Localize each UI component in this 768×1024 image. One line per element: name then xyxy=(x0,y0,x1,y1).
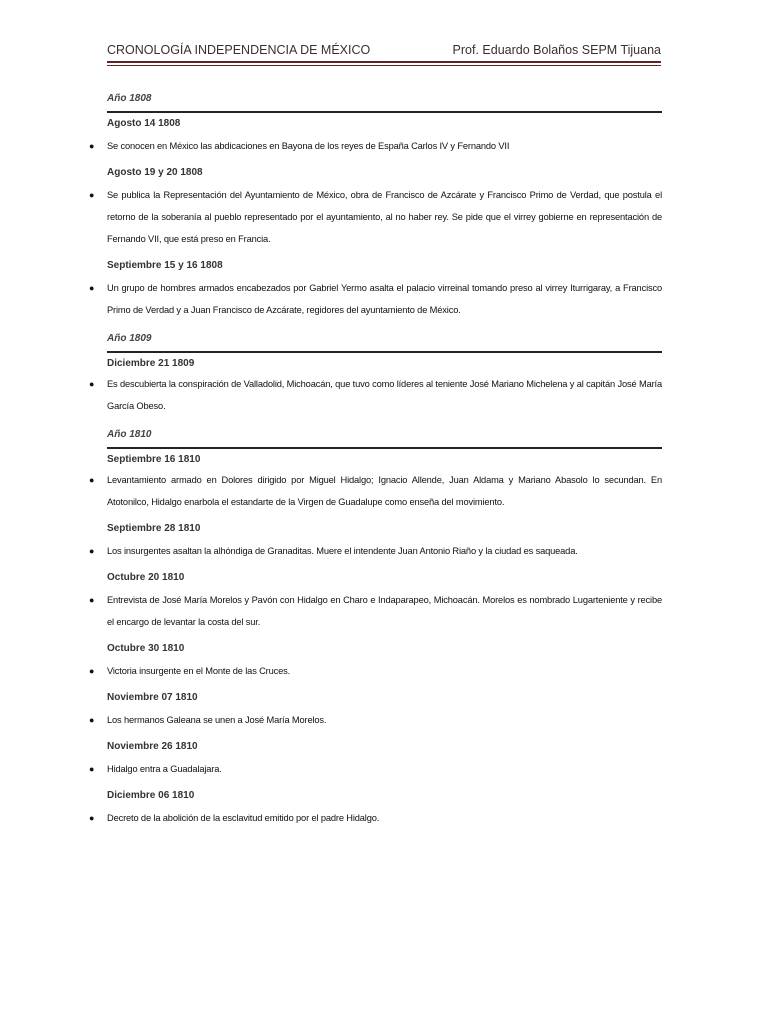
page-header xyxy=(107,43,661,57)
event-date: Septiembre 15 y 16 1808 xyxy=(107,260,223,271)
header-title: CRONOLOGÍA INDEPENDENCIA DE MÉXICO xyxy=(107,43,371,57)
bullet-icon: ● xyxy=(89,764,95,774)
bullet-icon: ● xyxy=(89,715,95,725)
year-rule xyxy=(107,111,662,113)
bullet-icon: ● xyxy=(89,546,95,556)
event-text: Los hermanos Galeana se unen a José María Morelos. xyxy=(107,715,327,725)
year-section xyxy=(89,93,662,321)
event-text: Victoria insurgente en el Monte de las Cruces. xyxy=(107,666,291,676)
chronology-content xyxy=(89,93,662,829)
event-entry xyxy=(89,807,662,829)
event-text: Hidalgo entra a Guadalajara. xyxy=(107,764,222,774)
header-rule xyxy=(107,61,661,63)
event-date: Agosto 14 1808 xyxy=(107,118,181,129)
event-text: Entrevista de José María Morelos y Pavón con Hidalgo en Charo e Indaparapeo, Michoacán. Morelos es nombrado Lugarteniente y recibe el encargo de levantar la costa del sur. xyxy=(107,595,662,627)
event-entry xyxy=(89,373,662,417)
event-entry xyxy=(89,758,662,780)
year-section xyxy=(89,429,662,829)
event-date: Diciembre 06 1810 xyxy=(107,790,195,801)
event-entry xyxy=(89,540,662,562)
event-entry xyxy=(89,184,662,250)
bullet-icon: ● xyxy=(89,190,95,200)
year-heading: Año 1810 xyxy=(107,429,152,440)
event-date: Diciembre 21 1809 xyxy=(107,358,195,369)
bullet-icon: ● xyxy=(89,379,95,389)
event-entry xyxy=(89,660,662,682)
bullet-icon: ● xyxy=(89,595,95,605)
bullet-icon: ● xyxy=(89,141,95,151)
event-entry xyxy=(89,709,662,731)
year-rule xyxy=(107,351,662,353)
bullet-icon: ● xyxy=(89,283,95,293)
event-text: Los insurgentes asaltan la alhóndiga de Granaditas. Muere el intendente Juan Antonio Riaño y la ciudad es saqueada. xyxy=(107,546,578,556)
event-text: Se conocen en México las abdicaciones en Bayona de los reyes de España Carlos IV y Fernando VII xyxy=(107,141,510,151)
year-heading: Año 1809 xyxy=(107,333,152,344)
event-date: Octubre 30 1810 xyxy=(107,643,185,654)
event-entry xyxy=(89,469,662,513)
bullet-icon: ● xyxy=(89,813,95,823)
event-date: Noviembre 07 1810 xyxy=(107,692,198,703)
year-heading: Año 1808 xyxy=(107,93,152,104)
bullet-icon: ● xyxy=(89,475,95,485)
event-text: Es descubierta la conspiración de Valladolid, Michoacán, que tuvo como líderes al teniente José Mariano Michelena y al capitán José María García Obeso. xyxy=(107,379,662,411)
event-date: Noviembre 26 1810 xyxy=(107,741,198,752)
event-date: Septiembre 28 1810 xyxy=(107,523,201,534)
event-date: Octubre 20 1810 xyxy=(107,572,185,583)
event-date: Agosto 19 y 20 1808 xyxy=(107,167,203,178)
event-text: Se publica la Representación del Ayuntamiento de México, obra de Francisco de Azcárate y Francisco Primo de Verdad, que postula el retorno de la soberanía al pueblo representado por el ayuntamiento, al no haber rey. Se pide que el virrey gobierne en representación de Fernando VII, que está preso en Francia. xyxy=(107,190,662,244)
event-text: Levantamiento armado en Dolores dirigido por Miguel Hidalgo; Ignacio Allende, Juan Aldama y Mariano Abasolo lo secundan. En Atotonilco, Hidalgo enarbola el estandarte de la Virgen de Guadalupe como enseña del movimiento. xyxy=(107,475,662,507)
event-entry xyxy=(89,589,662,633)
event-entry xyxy=(89,135,662,157)
bullet-icon: ● xyxy=(89,666,95,676)
year-section xyxy=(89,333,662,417)
event-text: Un grupo de hombres armados encabezados por Gabriel Yermo asalta el palacio virreinal tomando preso al virrey Iturrigaray, a Francisco Primo de Verdad y a Juan Francisco de Azcárate, regidores del ayuntamiento de México. xyxy=(107,283,662,315)
header-rule-thin xyxy=(107,65,661,66)
header-author: Prof. Eduardo Bolaños SEPM Tijuana xyxy=(452,43,661,57)
event-date: Septiembre 16 1810 xyxy=(107,454,201,465)
event-text: Decreto de la abolición de la esclavitud emitido por el padre Hidalgo. xyxy=(107,813,380,823)
year-rule xyxy=(107,447,662,449)
event-entry xyxy=(89,277,662,321)
